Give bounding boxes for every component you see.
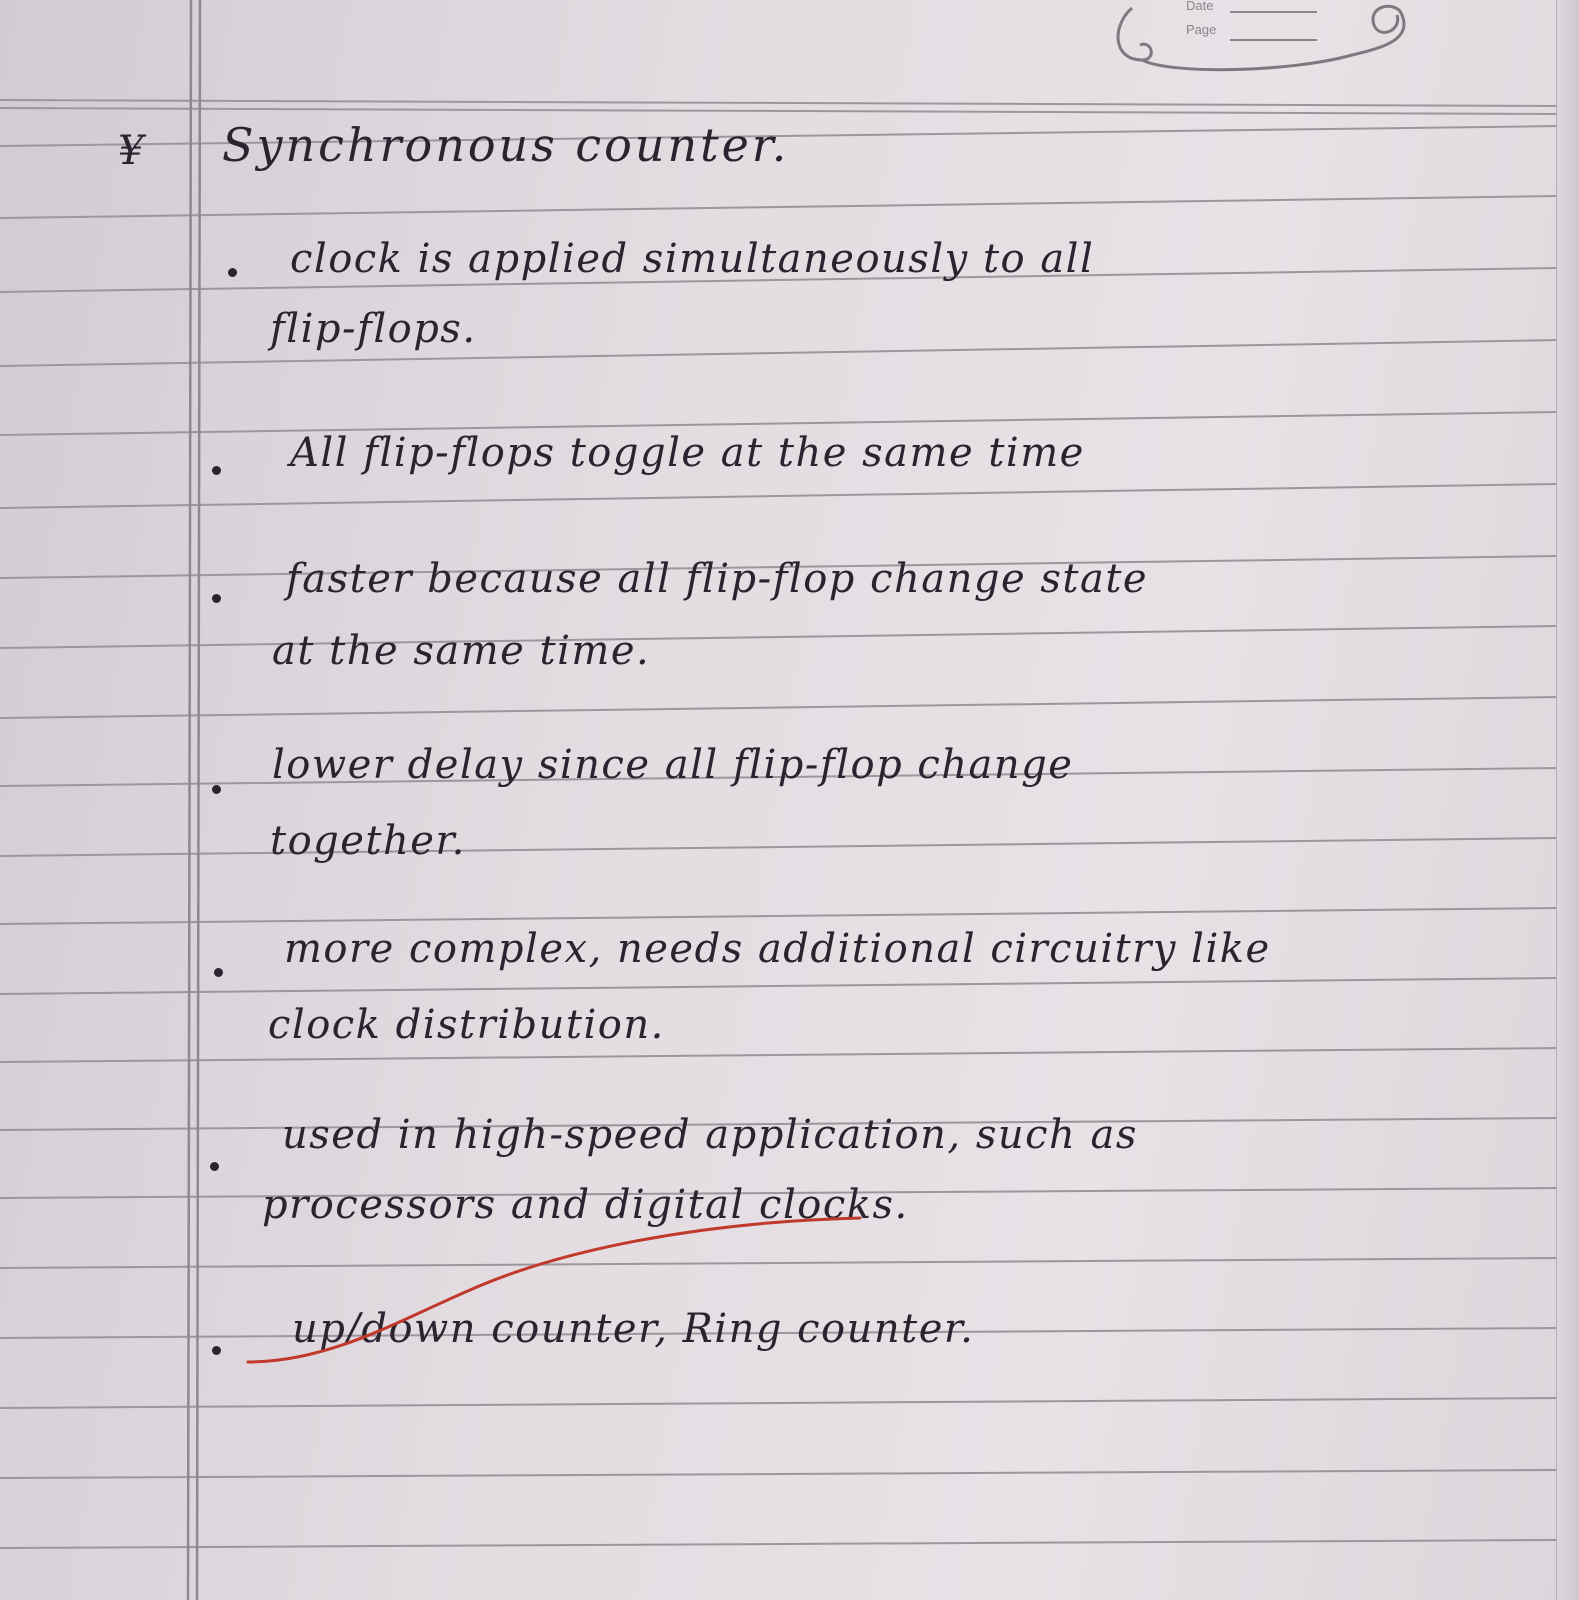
date-label: Date (1186, 0, 1214, 13)
bullet-5-line-2: clock distribution. (268, 1002, 665, 1048)
bullet-dot (212, 1346, 221, 1355)
bullet-4-line-2: together. (270, 818, 466, 864)
page-title: Synchronous counter. (222, 118, 790, 172)
bullet-6-line-1: used in high-speed application, such as (282, 1112, 1138, 1158)
bullet-dot (210, 1162, 219, 1171)
heading-marker: ¥ (118, 128, 145, 174)
bullet-dot (212, 594, 221, 603)
bullet-6-line-2: processors and digital clocks. (262, 1182, 909, 1228)
bullet-dot (228, 268, 237, 277)
bullet-2-line-1: All flip-flops toggle at the same time (290, 430, 1085, 476)
bullet-5-line-1: more complex, needs additional circuitry like (284, 926, 1271, 972)
page-label: Page (1186, 22, 1217, 37)
bullet-1-line-2: flip-flops. (270, 306, 477, 352)
bullet-1-line-1: clock is applied simultaneously to all (290, 236, 1095, 282)
bullet-4-line-1: lower delay since all flip-flop change (272, 742, 1074, 788)
stamp-scroll-icon (1112, 0, 1422, 82)
bullet-dot (214, 968, 223, 977)
bullet-3-line-1: faster because all flip-flop change state (286, 556, 1149, 602)
bullet-dot (212, 466, 221, 475)
page-right-edge (1556, 0, 1579, 1600)
bullet-7-line-1: up/down counter, Ring counter. (292, 1306, 975, 1352)
bullet-3-line-2: at the same time. (272, 628, 651, 674)
date-page-stamp (1112, 0, 1422, 82)
bullet-dot (212, 785, 221, 794)
